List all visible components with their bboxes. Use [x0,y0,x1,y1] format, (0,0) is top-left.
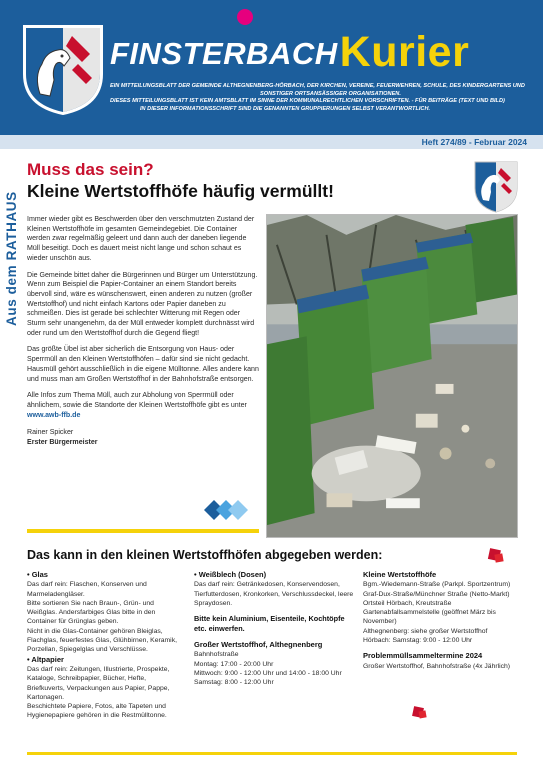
signature [27,428,259,447]
glas-heading: • Glas [27,570,48,579]
masthead-title [110,26,469,76]
glas-line: Bitte sortieren Sie nach Braun-, Grün- und Weißglas. Andersfarbiges Glas bitte in den Container für Grünglas geben. [27,599,156,626]
article-body [27,215,259,448]
gross-line: Bahnhofstraße [194,651,239,659]
article-kicker: Muss das sein? [27,160,154,179]
info-text: Alle Infos zum Thema Müll, auch zur Abholung von Sperrmüll oder ähnlichem, sowie die Standorte der Kleinen Wertstoffhöfe gibt es unter [27,392,247,409]
disclaimer-line: EIN MITTEILUNGSBLATT DER GEMEINDE ALTHEGNENBERG-HÖRBACH, DER KIRCHEN, VEREINE, FEUERWEHREN, SCHULE, DES KINDERGARTENS UND [110,83,525,89]
disclaimer-line: DIESES MITTEILUNGSBLATT IST KEIN AMTSBLATT IM SINNE DER KOMMUNALRECHTLICHEN VORSCHRIFTEN. - FÜR BEITRÄGE (TEXT UND BILD) [110,98,505,105]
klein-heading: Kleine Wertstoffhöfe [363,570,437,579]
municipal-crest-icon [22,24,104,116]
disclaimer-line: SONSTIGER ORTSANSÄSSIGER ORGANISATIONEN. [260,90,401,97]
blech-text: Das darf rein: Getränkedosen, Konservendosen, Tierfutterdosen, Kronkorken, Verschlussdeckel, leere Spraydosen. [194,581,354,607]
red-cube-icon [486,546,506,566]
container-photo [266,214,518,538]
klein-line: Gartenabfallsammelstelle (geöffnet März bis November) [363,609,496,626]
issue-number: Heft 274/89 - Februar 2024 [421,137,527,147]
signature-name: Rainer Spicker [27,429,74,437]
problem-text: Großer Wertstoffhof, Bahnhofstraße (4x Jährlich) [363,662,511,670]
klein-line: Hörbach: Samstag: 9:00 - 12:00 Uhr [363,637,473,645]
papier-line: Beschichtete Papiere, Fotos, alte Tapeten und Hygienepapiere gehören in die Restmülltonne. [27,703,167,720]
papier-heading: • Altpapier [27,654,64,664]
signature-role: Erster Bürgermeister [27,439,98,447]
klein-line: Graf-Dux-Straße/Münchner Straße (Netto-Markt) [363,590,510,598]
klein-line: Ortsteil Hörbach, Kreutstraße [363,599,452,607]
problem-heading: Problemmüllsammeltermine 2024 [363,651,483,661]
article-paragraph: Die Gemeinde bittet daher die Bürgerinnen und Bürger um Unterstützung. Wenn zum Beispiel die Papier-Container an einem Standort bereits übervoll sind, wäre es wünschenswert, einen anderen zu nutzen (großer Wertstoffhof) und nicht einfach Kartons oder Papier daneben zu schmeißen. Dies ist gerade bei schlechter Witterung mit Regen oder Sturm sehr unangenehm, da der Müll entweder komplett durchnässt wird oder rund um den Wertstoffhof durch die Gegend fliegt! [27,271,258,337]
section-title: Das kann in den kleinen Wertstoffhöfen abgegeben werden: [27,548,383,562]
section-side-label [0,160,22,330]
title-kurier: Kurier [339,28,470,76]
blech-heading: • Weißblech (Dosen) [194,570,267,579]
masthead [0,0,543,135]
side-label-text: Aus dem RATHAUS [4,191,19,326]
column-blech-wertstoffhof [194,570,354,688]
awb-link[interactable]: www.awb-ffb.de [27,411,81,419]
gross-line: Mittwoch: 9:00 - 12:00 Uhr und 14:00 - 18:00 Uhr [194,670,342,678]
gross-heading: Großer Wertstoffhof, Althegnenberg [194,640,323,650]
masthead-disclaimer [110,83,530,114]
small-crest-icon [473,160,519,214]
article-info [27,391,259,420]
blech-note: Bitte kein Aluminium, Eisenteile, Kochtöpfe etc. einwerfen. [194,614,345,634]
glas-line: Das darf rein: Flaschen, Konserven und Marmeladengläser. [27,581,147,598]
title-finsterbach: FINSTERBACH [110,36,338,71]
glas-line: Nicht in die Glas-Container gehören Bleiglas, Flachglas, feuerfestes Glas, Glühbirnen, Keramik, Porzellan, Spiegelglas und Verschlüsse. [27,627,177,654]
awb-logo-icon [196,495,250,525]
gross-line: Samstag: 8:00 - 12:00 Uhr [194,679,274,687]
disclaimer-line: IN DIESER INFORMATIONSSCHRIFT SIND DIE GENANNTEN GRUPPIERUNGEN SELBST VERANTWORTLICH. [140,106,431,113]
gross-line: Montag: 17:00 - 20:00 Uhr [194,660,274,668]
column-kleine-wertstoffhoefe [363,570,525,671]
papier-line: Das darf rein: Zeitungen, Illustrierte, Prospekte, Kataloge, Schreibpapier, Bücher, Hefte, Briefkuverts, Verpackungen aus Papier, Pappe, Kartonagen. [27,665,170,701]
article-paragraph: Das größte Übel ist aber sicherlich die Entsorgung von Haus- oder Sperrmüll an den Kleinen Wertstoffhöfen – dafür sind sie nicht gedacht. Hausmüll gehört ausschließlich in die eigene Mülltonne. Alles andere kann und muss man am Großen Wertstoffhof in der Bahnhofstraße entsorgen. [27,346,259,383]
pink-dot [237,9,253,25]
column-glas-papier [27,570,185,721]
article-headline: Kleine Wertstoffhöfe häufig vermüllt! [27,181,334,201]
red-cube-icon [411,704,429,722]
klein-line: Bgm.-Wiedemann-Straße (Parkpl. Sportzentrum) [363,581,511,589]
article-paragraph: Immer wieder gibt es Beschwerden über den verschmutzten Zustand der Kleinen Wertstoffhöfe im gesamten Gemeindegebiet. Die Container werden zwar regelmäßig geleert und dann auch der daneben liegende Müll beseitigt. Doch es dauert meist nicht lange und schon schaut es wieder unschön aus. [27,216,255,262]
divider-line [27,529,259,533]
klein-line: Althegnenberg: siehe großer Wertstoffhof [363,627,488,635]
bottom-divider [27,752,517,755]
